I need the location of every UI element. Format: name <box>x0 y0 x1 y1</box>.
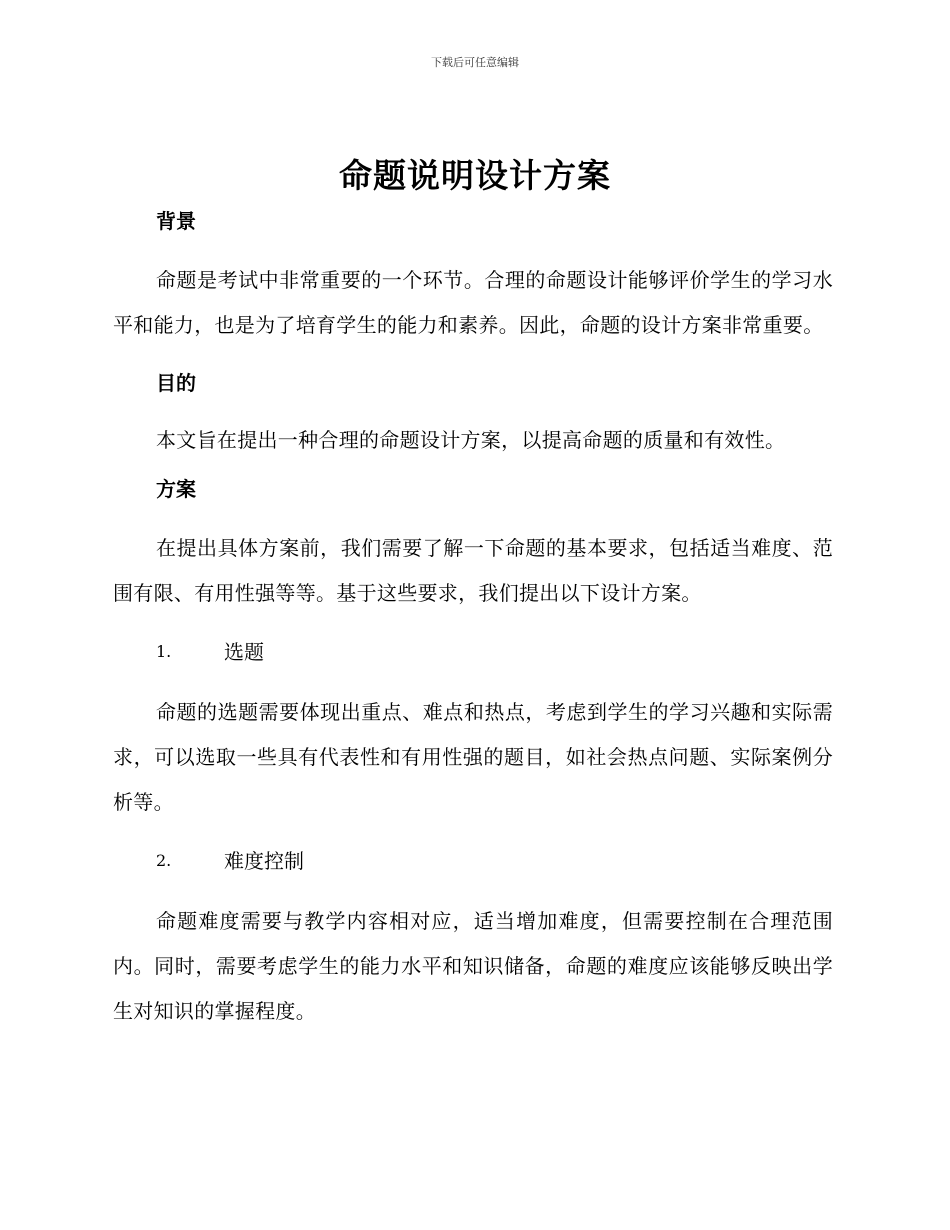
list-item-title: 难度控制 <box>224 849 304 873</box>
document-title: 命题说明设计方案 <box>339 156 611 195</box>
paragraph-purpose: 本文旨在提出一种合理的命题设计方案，以提高命题的质量和有效性。 <box>156 428 786 452</box>
paragraph-background: 命题是考试中非常重要的一个环节。合理的命题设计能够评价学生的学习水平和能力，也是为了培育学生的能力和素养。因此，命题的设计方案非常重要。 <box>113 268 833 337</box>
list-item-1 <box>113 636 833 668</box>
list-item-2 <box>113 845 833 877</box>
paragraph-plan: 在提出具体方案前，我们需要了解一下命题的基本要求，包括适当难度、范围有限、有用性强等等。基于这些要求，我们提出以下设计方案。 <box>113 536 833 605</box>
document-body <box>113 205 833 1034</box>
section-heading-plan: 方案 <box>156 477 196 501</box>
list-item-title: 选题 <box>224 640 264 664</box>
section-heading-background: 背景 <box>156 209 196 233</box>
paragraph-item-1: 命题的选题需要体现出重点、难点和热点，考虑到学生的学习兴趣和实际需求，可以选取一些具有代表性和有用性强的题目，如社会热点问题、实际案例分析等。 <box>113 700 833 814</box>
paragraph-item-2: 命题难度需要与教学内容相对应，适当增加难度，但需要控制在合理范围内。同时，需要考虑学生的能力水平和知识储备，命题的难度应该能够反映出学生对知识的掌握程度。 <box>113 909 833 1023</box>
section-heading-purpose: 目的 <box>156 371 196 395</box>
page-header-note: 下载后可任意编辑 <box>431 56 519 69</box>
list-number: 2. <box>156 851 172 870</box>
list-number: 1. <box>156 642 172 661</box>
